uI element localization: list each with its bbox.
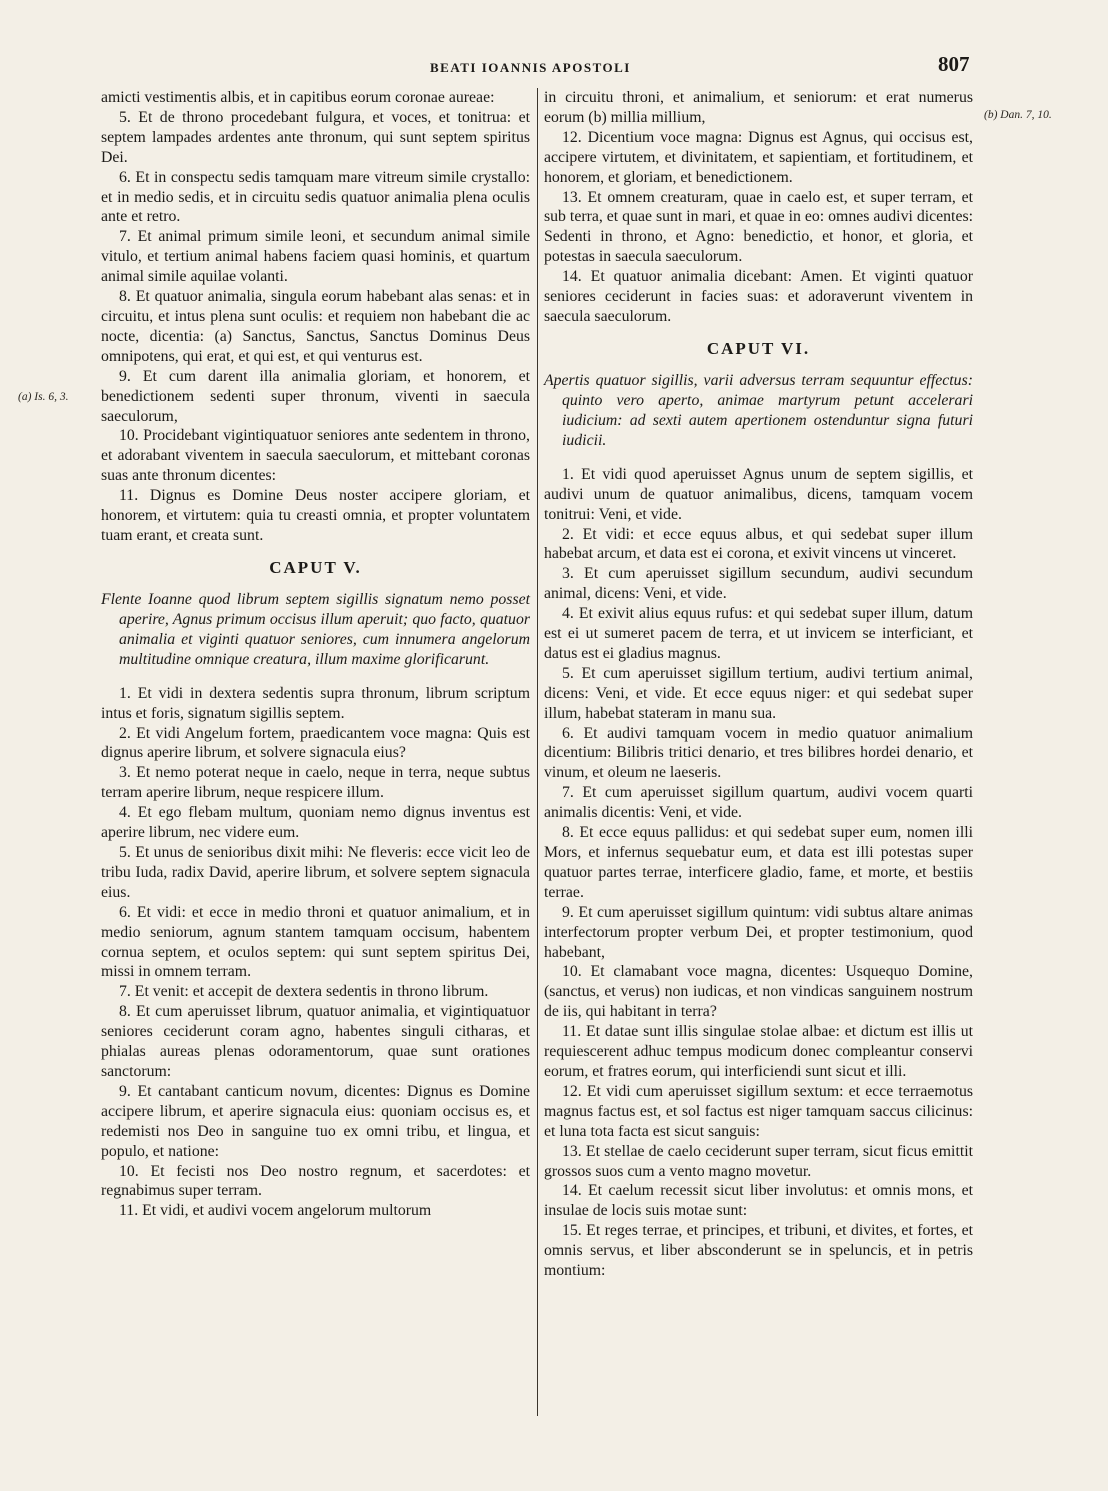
verse-paragraph: 4. Et exivit alius equus rufus: et qui sedebat super illum, datum est ei ut sumeret pacem de terra, et ut invicem se interficiant, et datus est ei gladius magnus. <box>544 605 973 662</box>
verse-paragraph: 5. Et unus de senioribus dixit mihi: Ne fleveris: ecce vicit leo de tribu Iuda, radix David, aperire librum, et solvere septem signacula eius. <box>101 844 530 901</box>
verse-paragraph: 4. Et ego flebam multum, quoniam nemo dignus inventus est aperire librum, nec videre eum. <box>101 804 530 842</box>
verse-paragraph: 12. Dicentium voce magna: Dignus est Agnus, qui occisus est, accipere virtutem, et divinitatem, et sapientiam, et fortitudinem, et honorem, et gloriam, et benedictionem. <box>544 128 973 186</box>
verse-paragraph: amicti vestimentis albis, et in capitibus eorum coronae aureae: <box>101 89 495 106</box>
verse-paragraph: 3. Et nemo poterat neque in caelo, neque in terra, neque subtus terram aperire librum, neque respicere illum. <box>101 764 530 802</box>
verse-paragraph: 6. Et vidi: et ecce in medio throni et quatuor animalium, et in medio seniorum, agnum stantem tamquam occisum, habentem cornua septem, et oculos septem: qui sunt septem spiritus Dei, missi in omnem terram. <box>101 903 530 981</box>
column-divider <box>537 88 538 1416</box>
verse-paragraph: 11. Dignus es Domine Deus noster accipere gloriam, et honorem, et virtutem: quia tu creasti omnia, et propter voluntatem tuam erant, et creata sunt. <box>101 487 530 544</box>
verse-paragraph: 10. Et fecisti nos Deo nostro regnum, et sacerdotes: et regnabimus super terram. <box>101 1162 530 1200</box>
verse-paragraph: 9. Et cum aperuisset sigillum quintum: vidi subtus altare animas interfectorum propter verbum Dei, et propter testimonium, quod habebant, <box>544 903 973 961</box>
verse-paragraph: 7. Et animal primum simile leoni, et secundum animal simile vitulo, et tertium animal habens faciem quasi hominis, et quartum animal simile aquilae volanti. <box>101 228 530 286</box>
page-number: 807 <box>938 52 970 76</box>
chapter-heading: CAPUT V. <box>269 557 362 577</box>
verse-paragraph: 3. Et cum aperuisset sigillum secundum, audivi secundum animal, dicens: Veni, et vide. <box>544 565 973 603</box>
verse-paragraph: 5. Et cum aperuisset sigillum tertium, audivi tertium animal, dicens: Veni, et vide. Et ecce equus niger: et qui sedebat super illum, habebat stateram in manu sua. <box>544 664 973 722</box>
verse-paragraph: 11. Et vidi, et audivi vocem angelorum multorum <box>119 1202 432 1220</box>
right-column <box>544 88 973 1281</box>
verse-paragraph: 8. Et quatuor animalia, singula eorum habebant alas senas: et in circuitu, et intus plena sunt oculis: et requiem non habebant die ac nocte, dicentia: (a) Sanctus, Sanctus, Sanctus Dominus Deus omnipotens, qui erat, et qui est, et qui venturus est. <box>101 288 530 365</box>
verse-paragraph: 11. Et datae sunt illis singulae stolae albae: et dictum est illis ut requiescerent adhuc tempus modicum donec compleantur conservi eorum, et fratres eorum, qui interficiendi sunt sicut et illi. <box>544 1023 973 1080</box>
margin-note-right: (b) Dan. 7, 10. <box>984 109 1052 121</box>
verse-paragraph: 12. Et vidi cum aperuisset sigillum sextum: et ecce terraemotus magnus factus est, et sol factus est niger tamquam saccus cilicinus: et luna tota facta est sicut sanguis: <box>544 1082 973 1140</box>
verse-paragraph: 1. Et vidi in dextera sedentis supra thronum, librum scriptum intus et foris, signatum sigillis septem. <box>101 684 530 722</box>
chapter-summary: Flente Ioanne quod librum septem sigillis signatum nemo posset aperire, Agnus primum occisus illum aperuit; quo facto, quatuor animalia et viginti quatuor seniores, cum innumera angelorum multitudine omnique creatura, illum maxime glorificarunt. <box>101 590 530 668</box>
chapter-heading: CAPUT VI. <box>706 338 811 358</box>
verse-paragraph: 14. Et quatuor animalia dicebant: Amen. Et viginti quatuor seniores ceciderunt in facies suas: et adoraverunt viventem in saecula saeculorum. <box>544 268 973 325</box>
verse-paragraph: 14. Et caelum recessit sicut liber involutus: et omnis mons, et insulae de locis suis motae sunt: <box>544 1182 973 1220</box>
verse-paragraph: in circuitu throni, et animalium, et seniorum: et erat numerus eorum (b) millia millium, <box>544 89 973 126</box>
verse-paragraph: 15. Et reges terrae, et principes, et tribuni, et divites, et fortes, et omnis servus, et liber absconderunt se in speluncis, et in petris montium: <box>544 1222 973 1280</box>
verse-paragraph: 5. Et de throno procedebant fulgura, et voces, et tonitrua: et septem lampades ardentes ante thronum, qui sunt septem spiritus Dei. <box>101 108 530 166</box>
verse-paragraph: 2. Et vidi Angelum fortem, praedicantem voce magna: Quis est dignus aperire librum, et solvere signacula eius? <box>101 724 530 762</box>
margin-note-left: (a) Is. 6, 3. <box>18 391 69 403</box>
verse-paragraph: 6. Et in conspectu sedis tamquam mare vitreum simile crystallo: et in medio sedis, et in circuitu sedis quatuor animalia plena oculis ante et retro. <box>101 168 530 226</box>
verse-paragraph: 7. Et cum aperuisset sigillum quartum, audivi vocem quarti animalis dicentis: Veni, et vide. <box>544 784 973 822</box>
verse-paragraph: 6. Et audivi tamquam vocem in medio quatuor animalium dicentium: Bilibris tritici denario, et tres bilibres hordei denario, et vinum, et oleum ne laeseris. <box>544 724 973 782</box>
verse-paragraph: 2. Et vidi: et ecce equus albus, et qui sedebat super illum habebat arcum, et data est ei corona, et exivit vincens ut vinceret. <box>544 525 973 563</box>
chapter-summary: Apertis quatuor sigillis, varii adversus terram sequuntur effectus: quinto vero aperto, animae martyrum petunt accelerari iudicium: ad sexti autem apertionem ostenduntur signa futuri iudicii. <box>544 371 973 449</box>
verse-paragraph: 10. Et clamabant voce magna, dicentes: Usquequo Domine, (sanctus, et verus) non iudicas, et non vindicas sanguinem nostrum de iis, qui habitant in terra? <box>544 963 973 1021</box>
verse-paragraph: 7. Et venit: et accepit de dextera sedentis in throno librum. <box>119 983 489 1001</box>
running-header <box>0 52 1108 82</box>
running-title: BEATI IOANNIS APOSTOLI <box>430 60 631 75</box>
verse-paragraph: 13. Et stellae de caelo ceciderunt super terram, sicut ficus emittit grossos suos cum a vento magno movetur. <box>544 1142 973 1180</box>
verse-paragraph: 9. Et cum darent illa animalia gloriam, et honorem, et benedictionem sedenti super thronum, viventi in saecula saeculorum, <box>101 367 530 425</box>
verse-paragraph: 8. Et cum aperuisset librum, quatuor animalia, et vigintiquatuor seniores ceciderunt coram agno, habentes singuli citharas, et phialas aureas plenas odoramentorum, quae sunt orationes sanctorum: <box>101 1003 530 1080</box>
verse-paragraph: 8. Et ecce equus pallidus: et qui sedebat super eum, nomen illi Mors, et infernus sequebatur eum, et data est illi potestas super quatuor partes terrae, interficere gladio, fame, et morte, et bestiis terrae. <box>544 824 973 901</box>
verse-paragraph: 1. Et vidi quod aperuisset Agnus unum de septem sigillis, et audivi unum de quatuor animalibus, dicens, tamquam vocem tonitrui: Veni, et vide. <box>544 465 973 523</box>
verse-paragraph: 10. Procidebant vigintiquatuor seniores ante sedentem in throno, et adorabant viventem in saecula saeculorum, et mittebant coronas suas ante thronum dicentes: <box>101 427 530 485</box>
left-column <box>101 88 530 1221</box>
verse-paragraph: 9. Et cantabant canticum novum, dicentes: Dignus es Domine accipere librum, et aperire signacula eius: quoniam occisus es, et redemisti nos Deo in sanguine tuo ex omni tribu, et lingua, et populo, et natione: <box>101 1082 530 1160</box>
verse-paragraph: 13. Et omnem creaturam, quae in caelo est, et super terram, et sub terra, et quae sunt in mari, et quae in eo: omnes audivi dicentes: Sedenti in throno, et Agno: benedictio, et honor, et gloria, et potestas in saecula saeculorum. <box>544 188 973 266</box>
